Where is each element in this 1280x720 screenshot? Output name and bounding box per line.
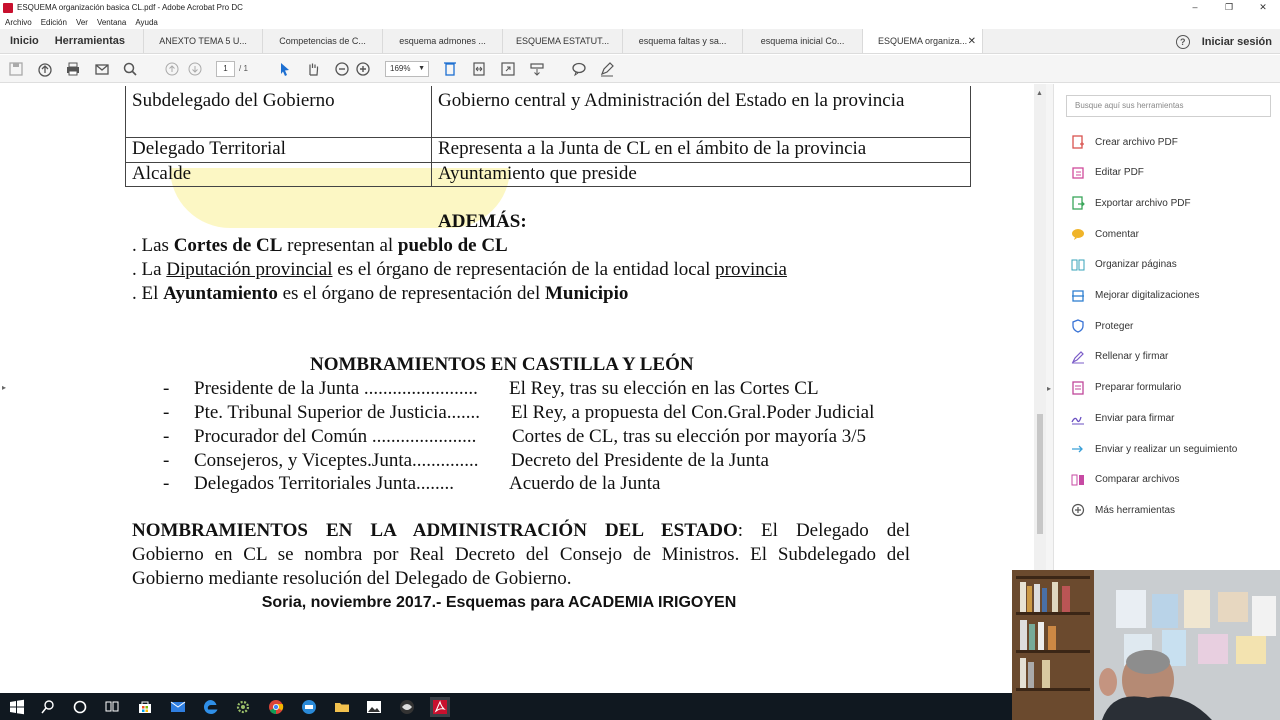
mail-icon[interactable]	[169, 698, 187, 716]
app-icon[interactable]	[398, 698, 416, 716]
ademas-line: . Las Cortes de CL representan al pueblo de CL	[132, 235, 508, 256]
webcam-overlay	[1012, 570, 1280, 720]
menu-ventana[interactable]: Ventana	[96, 17, 127, 27]
list-item-left: Pte. Tribunal Superior de Justicia.......	[194, 402, 481, 423]
next-page-icon[interactable]	[186, 60, 204, 78]
document-tab[interactable]: Competencias de C...	[263, 29, 383, 53]
help-icon[interactable]: ?	[1176, 35, 1190, 49]
tool-label: Rellenar y firmar	[1095, 351, 1169, 363]
ademas-line: . La Diputación provincial es el órgano de representación de la entidad local provincia	[132, 259, 787, 280]
document-tab[interactable]: esquema inicial Co...	[743, 29, 863, 53]
scroll-up-icon[interactable]: ▲	[1036, 90, 1043, 97]
list-item-right: El Rey, a propuesta del Con.Gral.Poder Judicial	[511, 402, 875, 423]
chevron-down-icon: ▼	[418, 65, 425, 72]
list-bullet: -	[163, 402, 170, 423]
ademas-line: . El Ayuntamiento es el órgano de representación del Municipio	[132, 283, 629, 304]
compare-icon	[1071, 473, 1085, 487]
roles-table	[125, 86, 971, 187]
zoom-level-select[interactable]: 169% ▼	[385, 61, 429, 77]
print-icon[interactable]	[64, 60, 82, 78]
tool-item-edit-pdf[interactable]	[1071, 165, 1144, 181]
list-bullet: -	[163, 426, 170, 447]
ademas-heading: ADEMÁS:	[438, 211, 527, 232]
edge-icon[interactable]	[202, 698, 220, 716]
cortana-icon[interactable]	[71, 698, 89, 716]
tool-item-comment[interactable]	[1071, 226, 1139, 242]
edit-pdf-icon	[1071, 166, 1085, 180]
acrobat-taskbar-icon[interactable]	[430, 697, 450, 717]
windows-taskbar	[0, 693, 1012, 720]
nombramientos-estado-line: Gobierno mediante resolución del Delegado de Gobierno.	[132, 568, 572, 589]
fit-page-icon[interactable]	[441, 60, 459, 78]
document-tab[interactable]: esquema faltas y sa...	[623, 29, 743, 53]
collapse-pane-icon[interactable]: ▸	[1047, 384, 1052, 393]
tool-label: Mejorar digitalizaciones	[1095, 290, 1200, 301]
document-tab[interactable]: esquema admones ...	[383, 29, 503, 53]
enhance-scans-icon	[1071, 289, 1085, 303]
prepare-form-icon	[1071, 381, 1085, 395]
list-item-right: Acuerdo de la Junta	[509, 473, 661, 494]
document-tab[interactable]: ANEXTO TEMA 5 U...	[143, 29, 263, 53]
table-cell: Gobierno central y Administración del Estado en la provincia	[432, 86, 971, 137]
list-item-left: Delegados Territoriales Junta........	[194, 473, 455, 494]
tool-item-enhance-scans[interactable]	[1071, 288, 1200, 304]
protect-icon	[1071, 319, 1085, 333]
webcam-image	[1012, 570, 1280, 720]
list-item-right: Cortes de CL, tras su elección por mayoría 3/5	[512, 426, 867, 447]
table-cell: Alcalde	[126, 162, 432, 186]
upload-icon[interactable]	[36, 60, 54, 78]
list-item-right: Decreto del Presidente de la Junta	[511, 450, 769, 471]
nombramientos-estado-line: NOMBRAMIENTOS EN LA ADMINISTRACIÓN DEL ESTADO: El Delegado del	[132, 520, 910, 541]
title-bar	[0, 0, 1280, 15]
tool-item-send-track[interactable]	[1071, 441, 1237, 457]
send-sign-icon	[1071, 411, 1085, 425]
list-item-left: Procurador del Común ......................	[194, 426, 477, 447]
table-row	[126, 162, 971, 186]
create-pdf-icon	[1071, 135, 1085, 149]
scroll-mode-icon[interactable]	[528, 60, 546, 78]
tool-label: Editar PDF	[1095, 167, 1144, 179]
windows-start-icon[interactable]	[8, 698, 26, 716]
table-cell: Representa a la Junta de CL en el ámbito de la provincia	[432, 137, 971, 162]
nombramientos-cl-heading: NOMBRAMIENTOS EN CASTILLA Y LEÓN	[310, 354, 694, 375]
tool-label: Exportar archivo PDF	[1095, 197, 1191, 209]
menu-ver[interactable]: Ver	[75, 17, 88, 27]
page-number-input[interactable]: 1	[216, 61, 235, 77]
close-window-button[interactable]: ✕	[1259, 2, 1267, 12]
table-row	[126, 137, 971, 162]
list-item-right: El Rey, tras su elección en las Cortes CL	[509, 378, 819, 399]
photos-icon[interactable]	[365, 698, 383, 716]
tool-item-prepare-form[interactable]	[1071, 380, 1181, 396]
tool-label: Enviar y realizar un seguimiento	[1095, 443, 1238, 455]
zoom-out-icon[interactable]	[333, 60, 351, 78]
tool-item-export-pdf[interactable]	[1071, 195, 1191, 211]
export-pdf-icon	[1071, 196, 1085, 210]
tool-label: Preparar formulario	[1095, 382, 1182, 394]
store-icon[interactable]	[136, 698, 154, 716]
search-icon[interactable]	[39, 698, 57, 716]
tool-label: Organizar páginas	[1095, 259, 1177, 271]
tool-item-more-tools[interactable]	[1071, 502, 1175, 518]
signin-link[interactable]: Iniciar sesión	[1201, 35, 1272, 48]
email-icon[interactable]	[93, 60, 111, 78]
menu-archivo[interactable]: Archivo	[5, 17, 32, 27]
menu-bar	[0, 15, 1280, 29]
save-icon[interactable]	[7, 60, 25, 78]
send-track-icon	[1071, 442, 1085, 456]
tab-inicio[interactable]: Inicio	[10, 35, 39, 47]
tab-bar	[0, 29, 1280, 54]
list-bullet: -	[163, 450, 170, 471]
search-icon[interactable]	[121, 60, 139, 78]
scrollbar-thumb[interactable]	[1037, 414, 1043, 534]
tool-item-create-pdf[interactable]	[1071, 134, 1178, 150]
tool-label: Crear archivo PDF	[1095, 136, 1178, 148]
tools-search-input[interactable]: Busque aquí sus herramientas	[1066, 95, 1271, 117]
tool-item-protect[interactable]	[1071, 318, 1133, 334]
maximize-button[interactable]: ❐	[1224, 2, 1234, 12]
acrobat-icon	[3, 3, 13, 13]
menu-edicion[interactable]: Edición	[40, 17, 67, 27]
hand-tool-icon[interactable]	[304, 60, 322, 78]
left-panel-toggle-icon[interactable]: ▸	[2, 383, 7, 392]
file-explorer-icon[interactable]	[333, 698, 351, 716]
pen-icon[interactable]	[598, 60, 616, 78]
document-tab-active[interactable]: ESQUEMA organiza... ✕	[863, 29, 983, 53]
tool-label: Proteger	[1095, 320, 1134, 332]
screen-recorder-icon[interactable]	[300, 698, 318, 716]
table-row	[126, 86, 971, 137]
comment-icon	[1071, 227, 1085, 241]
settings-icon[interactable]	[234, 698, 252, 716]
tool-item-compare[interactable]	[1071, 472, 1179, 488]
window-title: ESQUEMA organización basica CL.pdf - Adobe Acrobat Pro DC	[17, 3, 243, 12]
table-cell: Subdelegado del Gobierno	[126, 86, 432, 137]
toolbar	[0, 55, 1280, 83]
full-screen-icon[interactable]	[499, 60, 517, 78]
comment-icon[interactable]	[570, 60, 588, 78]
document-footer: Soria, noviembre 2017.- Esquemas para ACADEMIA IRIGOYEN	[261, 594, 737, 611]
chrome-icon[interactable]	[267, 698, 285, 716]
tool-item-fill-sign[interactable]	[1071, 349, 1168, 365]
list-item-left: Consejeros, y Viceptes.Junta..............	[194, 450, 479, 471]
tool-label: Más herramientas	[1095, 504, 1176, 516]
table-cell: Ayuntamiento que preside	[432, 162, 971, 186]
tool-label: Comentar	[1095, 228, 1139, 240]
tool-item-organize-pages[interactable]	[1071, 257, 1177, 273]
nombramientos-estado-line: Gobierno en CL se nombra por Real Decreto del Consejo de Ministros. El Subdelegado del	[132, 544, 910, 565]
table-cell: Delegado Territorial	[126, 137, 432, 162]
document-tab[interactable]: ESQUEMA ESTATUT...	[503, 29, 623, 53]
zoom-in-icon[interactable]	[354, 60, 372, 78]
select-cursor-icon[interactable]	[276, 60, 294, 78]
list-item-left: Presidente de la Junta ........................	[194, 378, 478, 399]
task-view-icon[interactable]	[103, 698, 121, 716]
previous-page-icon[interactable]	[163, 60, 181, 78]
tool-item-send-sign[interactable]	[1071, 410, 1174, 426]
list-bullet: -	[163, 378, 170, 399]
close-tab-icon[interactable]: ✕	[967, 35, 977, 47]
menu-ayuda[interactable]: Ayuda	[135, 17, 158, 27]
page-count: / 1	[239, 64, 248, 73]
fill-sign-icon	[1071, 350, 1085, 364]
organize-pages-icon	[1071, 258, 1085, 272]
fit-width-icon[interactable]	[470, 60, 488, 78]
more-tools-icon	[1071, 503, 1085, 517]
tool-label: Enviar para firmar	[1095, 412, 1175, 424]
minimize-button[interactable]: –	[1192, 2, 1198, 12]
tool-label: Comparar archivos	[1095, 474, 1180, 486]
tab-herramientas[interactable]: Herramientas	[54, 35, 126, 47]
list-bullet: -	[163, 473, 170, 494]
